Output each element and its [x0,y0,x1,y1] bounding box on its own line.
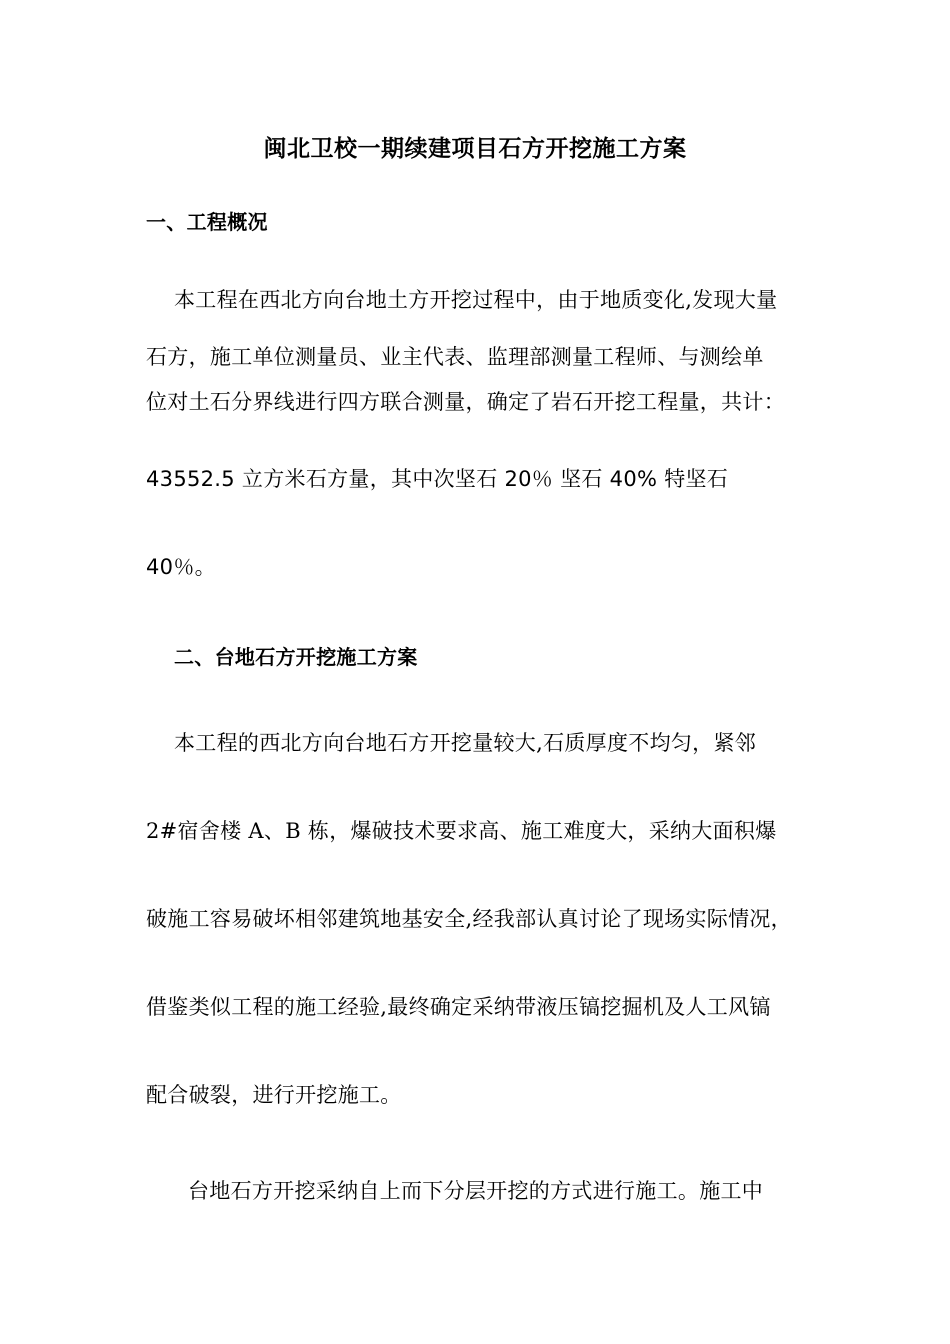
paragraph-line: 台地石方开挖采纳自上而下分层开挖的方式进行施工。施工中 [188,1179,764,1203]
paragraph-line: 2#宿舍楼 A、B 栋，爆破技术要求高、施工难度大，采纳大面积爆 [146,819,777,843]
paragraph-line: 石方，施工单位测量员、业主代表、监理部测量工程师、与测绘单 [146,345,764,369]
document-title: 闽北卫校一期续建项目石方开挖施工方案 [263,135,687,162]
paragraph-line: 配合破裂，进行开挖施工。 [146,1083,402,1107]
paragraph-line: 43552.5 立方米石方量，其中次坚石 20％ 坚石 40% 特坚石 [146,467,729,491]
section-heading-overview: 一、工程概况 [146,210,268,234]
paragraph-line: 破施工容易破坏相邻建筑地基安全,经我部认真讨论了现场实际情况， [146,907,792,931]
paragraph-line: 本工程在西北方向台地土方开挖过程中，由于地质变化,发现大量 [174,288,778,312]
paragraph-line: 40％。 [146,555,216,579]
section-heading-plan: 二、台地石方开挖施工方案 [174,645,418,669]
paragraph-line: 位对土石分界线进行四方联合测量，确定了岩石开挖工程量，共计： [146,390,785,414]
paragraph-line: 本工程的西北方向台地石方开挖量较大,石质厚度不均匀，紧邻 [174,731,757,755]
paragraph-line: 借鉴类似工程的施工经验,最终确定采纳带液压镐挖掘机及人工风镐 [146,995,771,1019]
